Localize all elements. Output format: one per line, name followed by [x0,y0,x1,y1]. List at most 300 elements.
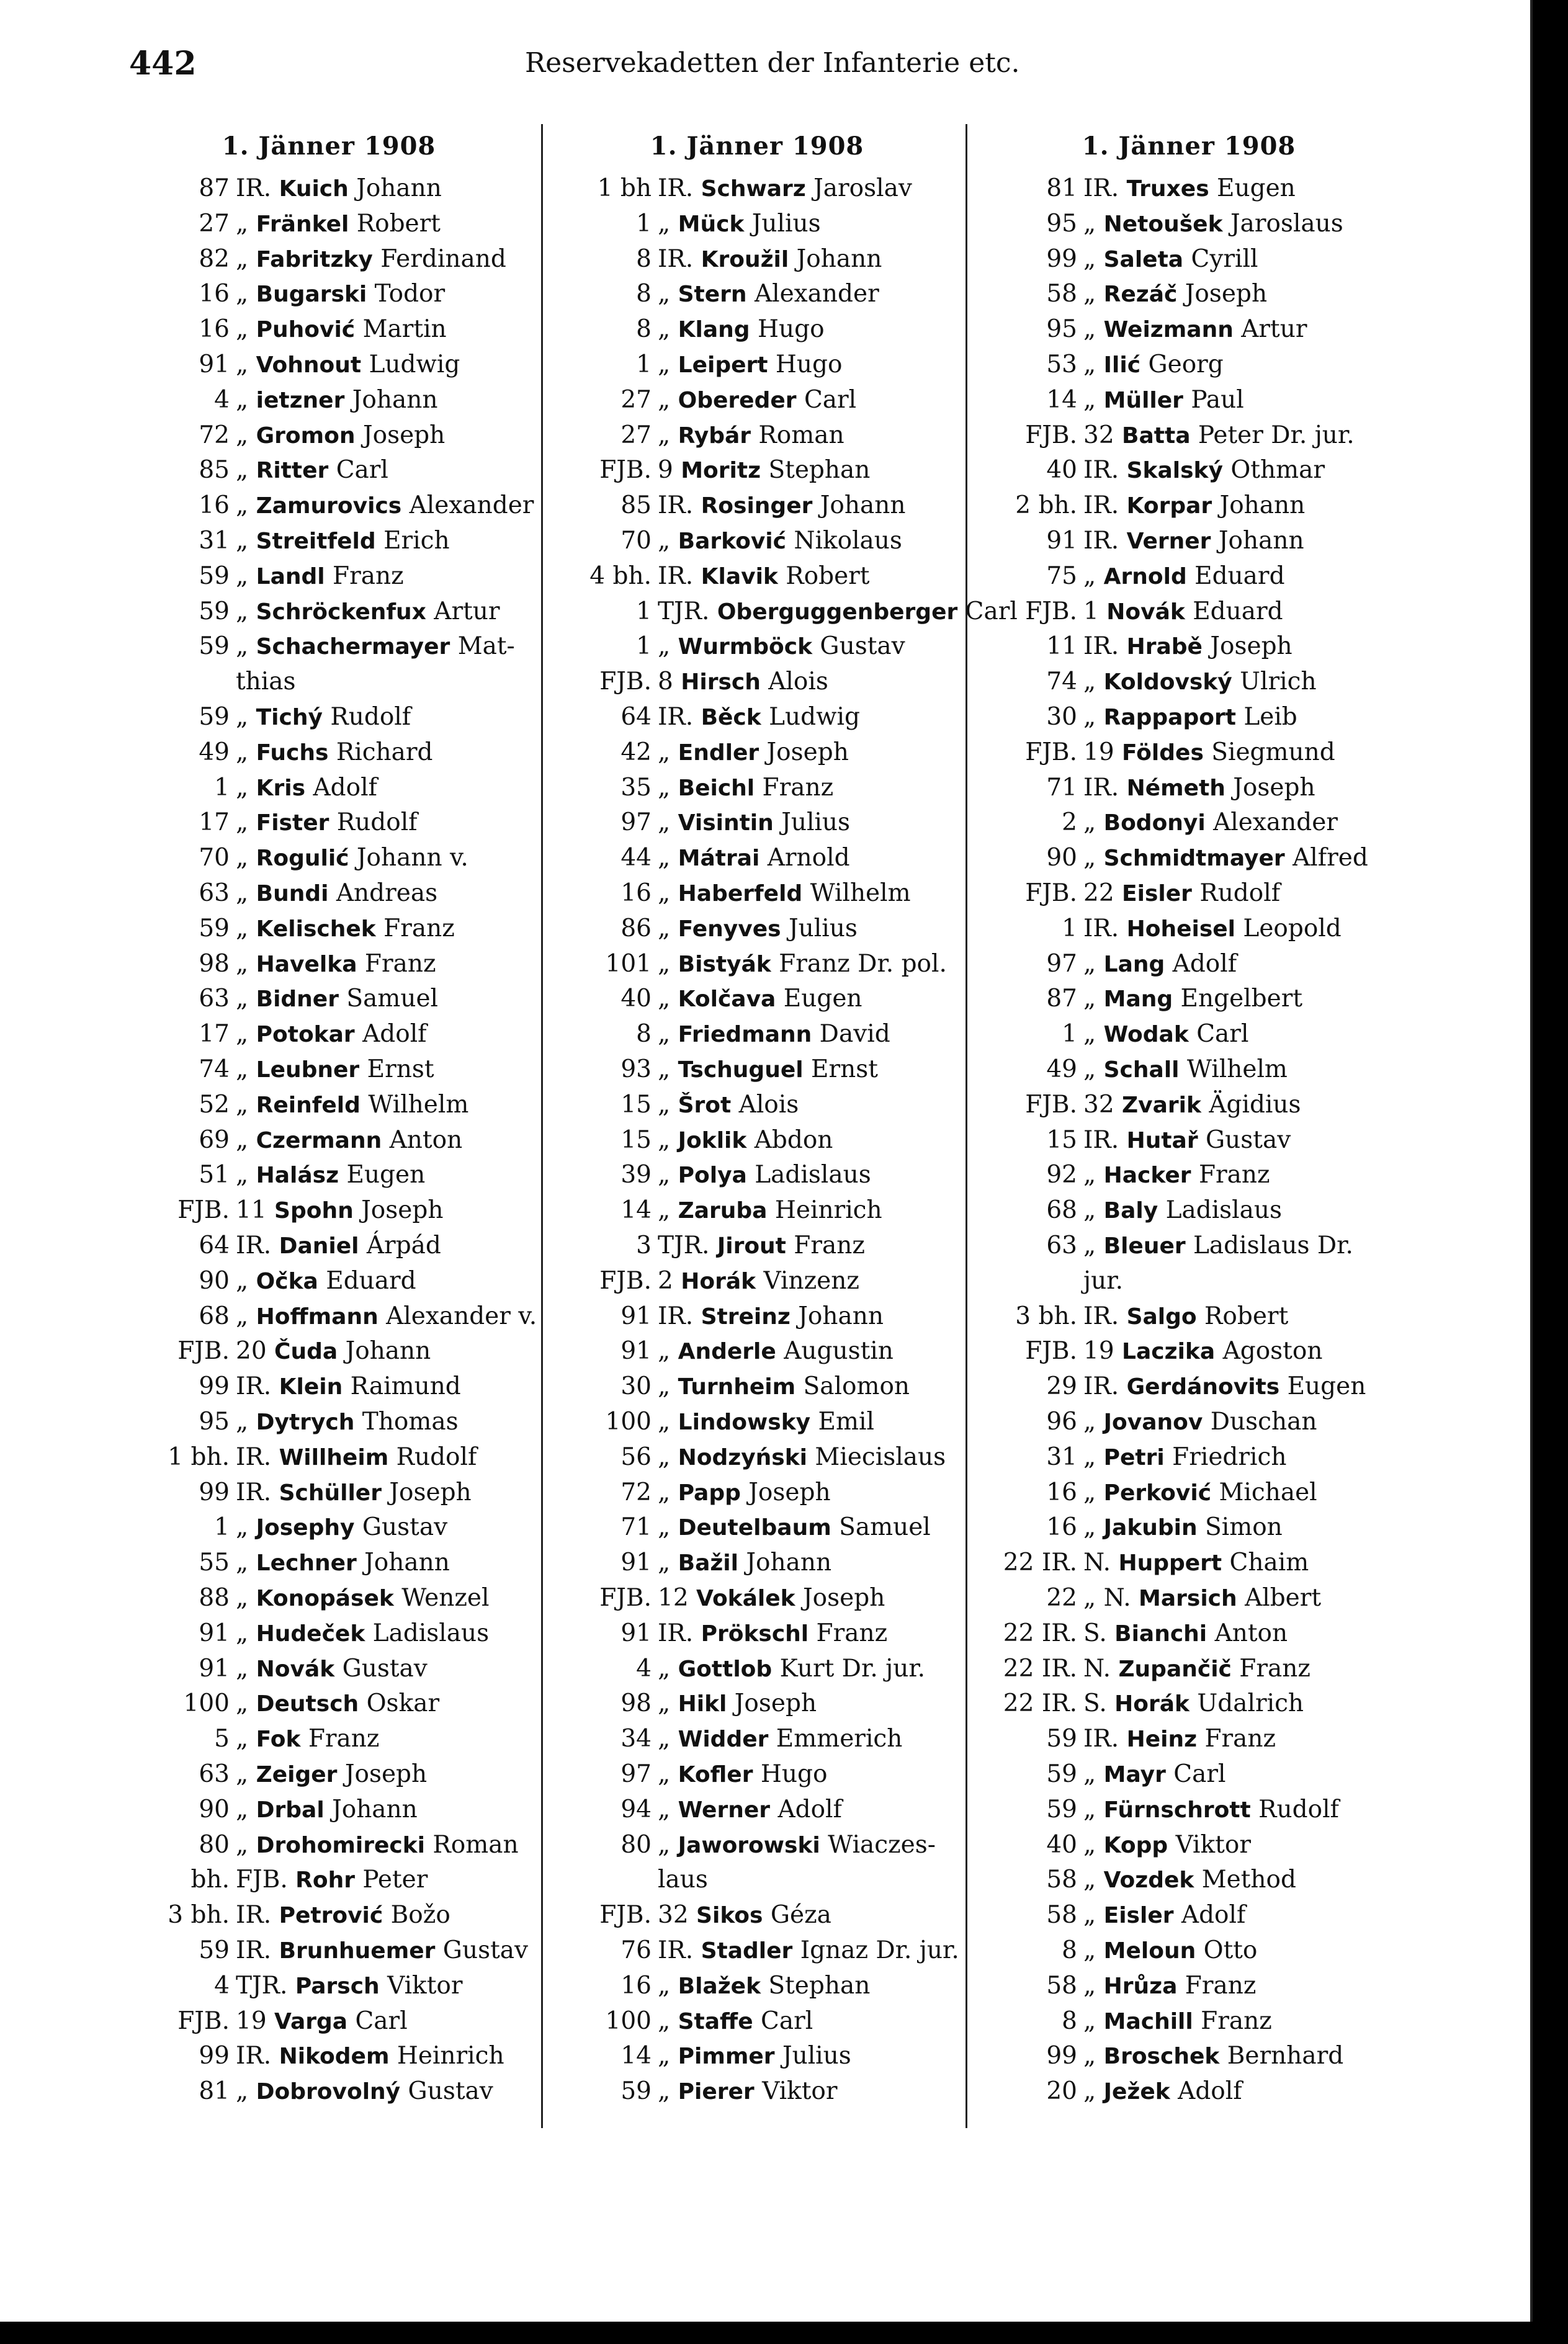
roster-entry [124,383,534,418]
regiment-number: 5 [214,1725,230,1753]
entry-text [658,2039,851,2074]
regiment-number: FJB. [1025,1090,1077,1119]
unit-abbrev: „ [658,844,671,872]
surname: Hutař [1126,1127,1198,1153]
given-name: Alexander [1213,808,1338,837]
regiment-number: 91 [199,1619,230,1647]
unit-abbrev: „ [658,1337,671,1366]
regiment-number: 99 [1046,244,1077,273]
surname: Zamurovics [256,493,402,519]
entry-text [658,805,850,841]
roster-entry [972,664,1406,699]
surname: Oberguggenberger [717,599,958,625]
unit-abbrev: „ [658,1725,671,1753]
unit-abbrev: „ [1083,244,1096,273]
unit-abbrev: „ [236,244,249,273]
regiment-number: 91 [620,1337,652,1366]
unit-abbrev: „ [236,949,249,978]
regiment-number: 14 [620,2042,652,2070]
entry-text [658,1546,831,1581]
unit-abbrev: „ [1083,1866,1096,1894]
entry-text [1083,982,1302,1017]
surname: Lindowsky [678,1410,811,1435]
entry-text [658,700,860,735]
regiment-number: 14 [1046,385,1077,414]
surname: Kopp [1103,1832,1168,1858]
regiment-number: 90 [199,1795,230,1823]
column-header: 1. Jänner 1908 [650,132,864,161]
unit-abbrev: „ [658,914,671,942]
surname: Dobrovolný [256,2079,401,2105]
unit-abbrev: „ [236,1795,249,1823]
unit-abbrev: FJB. [236,1866,288,1894]
roster-entry [972,629,1406,664]
roster-entry [124,1052,534,1087]
given-name: Carl [965,597,1018,625]
regiment-number: 100 [605,2006,652,2035]
given-name: Samuel [346,985,439,1013]
entry-text [236,1828,519,1863]
given-name: Ignaz Dr. jur. [800,1936,959,1964]
entry-text [658,1017,890,1052]
entry-text [658,911,858,947]
given-name: Heinrich [396,2042,504,2070]
unit-abbrev: IR. [1083,1125,1119,1154]
roster-entry [972,1616,1406,1651]
unit-abbrev: „ [236,1055,249,1083]
given-name: Artur [1241,315,1307,344]
roster-entry [546,876,968,911]
unit-abbrev: 9 [658,456,673,485]
roster-entry [124,2074,534,2109]
given-name: Othmar [1230,456,1325,485]
surname: Drbal [256,1797,325,1823]
roster-entry [972,277,1406,311]
surname: Turnheim [678,1374,796,1400]
given-name: Géza [770,1901,831,1930]
entry-text [236,418,445,454]
entry-text [658,982,862,1017]
roster-entry [124,2004,534,2039]
regiment-number: 101 [605,949,652,978]
given-name: Jaroslaus [1230,209,1343,238]
entry-text [236,559,404,594]
surname: Bidner [256,986,339,1013]
roster-entry [546,805,968,840]
regiment-number: 1 bh [597,174,652,202]
entry-text [658,771,833,806]
given-name: Alois [768,668,828,696]
roster-entry [972,1158,1406,1192]
entry-text [236,2039,504,2074]
roster-entry [546,1299,968,1334]
given-name: Robert [1204,1302,1289,1330]
surname: Landl [256,563,325,589]
roster-entry [546,1652,968,1686]
roster-entry [972,876,1406,911]
surname: Baly [1103,1198,1158,1224]
regiment-number: 1 [214,773,230,802]
entry-text [236,524,450,559]
given-name: David [819,1020,890,1049]
surname: Schmidtmayer [1103,846,1285,872]
roster-entry [124,524,534,558]
surname: Staffe [678,2008,753,2034]
entry-text [236,2074,493,2109]
regiment-number: 59 [1046,1725,1077,1753]
surname: Ilić [1103,352,1141,378]
regiment-number: FJB. [177,2006,230,2035]
regiment-number: 22 IR. [1003,1549,1077,1577]
regiment-number: 11 [1046,632,1077,661]
roster-entry [124,1334,534,1369]
regiment-number: 42 [620,738,652,766]
entry-text [236,171,442,207]
entry-text [658,1652,925,1687]
surname: Mück [678,211,745,237]
surname: Hoffmann [256,1304,379,1330]
unit-abbrev: „ [236,527,249,555]
unit-abbrev: „ [658,209,671,238]
unit-abbrev: „ [658,1513,671,1542]
surname: Gromon [256,423,356,449]
unit-abbrev: „ [236,1090,249,1119]
roster-entry [124,1088,534,1122]
surname: Josephy [256,1515,355,1541]
unit-abbrev: „ [236,1408,249,1436]
unit-abbrev: „ [1083,1196,1096,1225]
given-name: Ludwig [769,703,860,731]
entry-text [236,1052,434,1088]
given-name: Adolf [1181,1901,1246,1930]
surname: Jirout [717,1233,786,1259]
given-name: Wiaczes- [828,1830,936,1859]
regiment-number: 91 [199,351,230,378]
regiment-number: 81 [1046,174,1077,202]
entry-text [1083,1933,1257,1969]
surname: Németh [1126,775,1225,801]
surname: Pierer [678,2079,755,2105]
regiment-number: 92 [1046,1161,1077,1189]
entry-text [658,1616,887,1652]
unit-abbrev: „ [658,985,671,1013]
regiment-number: 40 [620,985,652,1013]
unit-abbrev: „ [236,1549,249,1577]
entry-text [658,418,844,454]
regiment-number: 100 [605,1408,652,1436]
roster-entry [546,841,968,875]
regiment-number: 58 [1046,280,1077,308]
entry-text [236,805,418,841]
regiment-number: 59 [199,632,230,661]
given-name: Heinrich [774,1196,882,1225]
entry-text [658,207,821,242]
given-name: Gustav [362,1513,448,1542]
unit-abbrev: 12 [658,1584,689,1612]
given-name: Carl [1173,1760,1226,1788]
regiment-number: 31 [199,527,230,555]
regiment-number: 91 [1046,527,1077,555]
roster-entry [972,171,1406,206]
roster-entry [124,735,534,770]
surname: Halász [256,1163,339,1189]
roster-entry [546,1757,968,1792]
entry-text [658,453,870,488]
unit-abbrev: „ [658,527,671,555]
given-name: Salomon [803,1372,910,1401]
regiment-number: FJB. [177,1337,230,1366]
roster-entry [972,347,1406,382]
roster-entry [124,1158,534,1192]
given-name: Johann [332,1795,418,1823]
roster-entry [124,805,534,840]
roster-entry [972,1828,1406,1863]
given-name: Ladislaus [755,1161,871,1189]
surname: Novák [1106,599,1185,625]
roster-entry [124,1264,534,1299]
roster-entry [972,1228,1406,1263]
roster-entry [124,347,534,382]
surname: Zupančič [1118,1656,1232,1682]
roster-entry [124,312,534,347]
given-name: Eugen [1287,1372,1366,1401]
entry-text [658,488,906,524]
entry-text [1083,1299,1288,1335]
surname: Schachermayer [256,634,450,660]
unit-abbrev: IR. [658,174,694,202]
given-name: Otto [1203,1936,1258,1964]
regiment-number: 1 [636,597,652,625]
given-name: Joseph [362,421,446,449]
surname: Streitfeld [256,529,376,554]
given-name: Božo [390,1901,450,1930]
regiment-number: 63 [199,1760,230,1788]
entry-text [1083,1546,1309,1581]
regiment-number: 15 [1046,1125,1077,1154]
roster-entry [972,1475,1406,1510]
regiment-number: 91 [620,1302,652,1330]
given-name: Franz [308,1725,380,1753]
given-name: Viktor [762,2077,838,2106]
roster-entry [546,2004,968,2039]
regiment-number: 4 bh. [589,561,652,590]
regiment-number: 8 [636,244,652,273]
entry-text [1083,1334,1322,1369]
regiment-number: 59 [199,597,230,625]
unit-abbrev: IR. [1083,1372,1119,1401]
regiment-number: 99 [1046,2042,1077,2070]
roster-entry [124,947,534,982]
given-name: Johann [796,244,882,273]
regiment-number: 27 [199,209,230,238]
roster-entry [546,418,968,453]
roster-entry [972,383,1406,418]
entry-text [236,1933,528,1969]
given-name: Johann [746,1549,832,1577]
given-name: Vinzenz [763,1266,859,1295]
regiment-number: 29 [1046,1372,1077,1401]
given-name: Julius [782,2042,851,2070]
entry-text [658,1475,831,1511]
entry-text [1083,1969,1256,2004]
surname: Batta [1122,423,1191,449]
regiment-number: 17 [199,1020,230,1049]
roster-entry [124,1898,534,1933]
roster-entry [972,1581,1406,1616]
given-name: Eugen [783,985,862,1013]
unit-abbrev: „ [236,456,249,485]
roster-entry [124,771,534,805]
given-name: Alexander [754,280,879,308]
unit-abbrev: „ [1083,844,1096,872]
given-name: Joseph [344,1760,428,1788]
unit-abbrev: „ [236,703,249,731]
unit-abbrev: S. [1083,1689,1107,1718]
unit-abbrev: „ [236,808,249,837]
unit-abbrev: TJR. [658,597,710,625]
unit-abbrev: „ [658,2077,671,2106]
given-name: Siegmund [1211,738,1335,766]
entry-text [236,1017,427,1052]
unit-abbrev: „ [236,914,249,942]
entry-text [236,947,436,982]
surname: Fok [256,1727,301,1753]
unit-abbrev: IR. [1083,914,1119,942]
surname: Nikodem [279,2044,390,2070]
roster-entry [546,1052,968,1087]
surname: Zeiger [256,1762,338,1787]
entry-text [658,1969,870,2004]
regiment-number: FJB. [1025,597,1077,625]
given-name: Georg [1148,351,1224,378]
entry-text [658,947,947,982]
roster-entry [124,1193,534,1228]
unit-abbrev: „ [236,491,249,520]
roster-entry [124,1581,534,1616]
entry-text [236,700,411,735]
unit-abbrev: 8 [658,668,673,696]
entry-text [236,911,455,947]
entry-text [236,982,438,1017]
surname: Horák [1114,1691,1189,1717]
unit-abbrev: „ [1083,1513,1096,1542]
surname: Sikos [696,1903,763,1929]
given-name: Todor [374,280,446,308]
roster-entry [546,347,968,382]
entry-text [1083,1369,1366,1405]
entry-text [1083,771,1315,806]
unit-abbrev: 19 [1083,738,1114,766]
roster-entry [546,947,968,982]
roster-entry [546,1405,968,1439]
given-name: Franz [762,773,834,802]
regiment-number: 99 [199,1372,230,1401]
unit-abbrev: „ [1083,1478,1096,1506]
given-name: Leopold [1243,914,1342,942]
unit-abbrev: IR. [236,2042,272,2070]
entry-text [236,207,441,242]
unit-abbrev: „ [658,1161,671,1189]
surname: Nodzyński [678,1444,808,1470]
regiment-number: 4 [214,1971,230,2000]
surname: Potokar [256,1022,355,1048]
surname: Klein [279,1374,343,1400]
roster-entry [124,207,534,241]
regiment-number: 70 [199,844,230,872]
roster-entry [546,1158,968,1192]
roster-entry [972,488,1406,523]
roster-entry [972,841,1406,875]
given-name: Eugen [1217,174,1296,202]
surname: Czermann [256,1127,382,1153]
surname: Schröckenfux [256,599,426,625]
entry-text [236,312,447,347]
entry-text [658,347,842,383]
entry-text [658,1052,878,1088]
roster-entry [124,242,534,277]
entry-text [236,1722,379,1757]
regiment-number: 1 [636,209,652,238]
entry-text [236,1299,537,1335]
given-name: Johann [352,385,438,414]
unit-abbrev: „ [658,1125,671,1154]
surname: Truxes [1126,176,1209,202]
surname: Fränkel [256,211,349,237]
given-name: Julius [781,808,851,837]
roster-entry [124,1546,534,1580]
surname: Bistyák [678,951,771,977]
given-name: Johann [345,1337,431,1366]
regiment-number: 90 [1046,844,1077,872]
roster-entry [546,1334,968,1369]
entry-text [236,242,506,277]
entry-text [1083,1581,1321,1616]
unit-abbrev: „ [658,1830,671,1859]
surname: Fister [256,810,329,836]
entry-text [658,1898,831,1933]
given-name: Erich [383,527,450,555]
given-name: Johann [364,1549,450,1577]
unit-abbrev: IR. [236,1372,272,1401]
roster-entry [546,735,968,770]
unit-abbrev: „ [658,1408,671,1436]
entry-text [658,594,1018,630]
regiment-number: 53 [1046,351,1077,378]
surname: Leubner [256,1057,360,1083]
roster-entry [124,700,534,735]
entry-text [1083,1828,1251,1863]
regiment-number: 20 [1046,2077,1077,2106]
scan-edge-line [1530,0,1533,2344]
roster-entry [972,1017,1406,1052]
given-name: Thomas [362,1408,459,1436]
surname: Klavik [701,563,778,589]
unit-abbrev: IR. [658,1936,694,1964]
unit-abbrev: 2 [658,1266,673,1295]
roster-entry [972,1969,1406,2003]
unit-abbrev: „ [658,1372,671,1401]
given-name: Carl [1196,1020,1249,1049]
given-name: Carl [761,2006,813,2035]
regiment-number: 8 [1062,2006,1077,2035]
given-name: Viktor [387,1971,463,2000]
entry-text [236,1510,447,1546]
entry-text [658,1264,859,1299]
surname: Földes [1122,740,1204,766]
given-name: Robert [786,561,870,590]
entry-text [1083,700,1297,735]
roster-entry [546,700,968,735]
